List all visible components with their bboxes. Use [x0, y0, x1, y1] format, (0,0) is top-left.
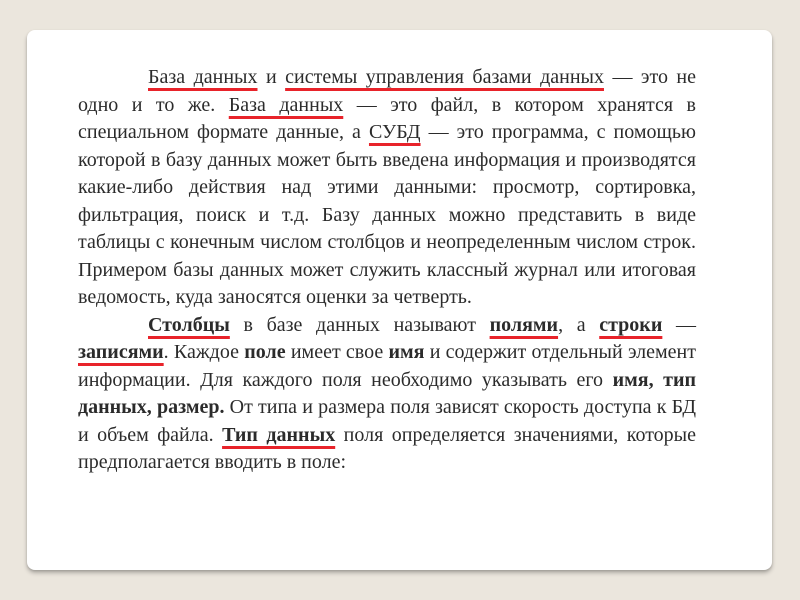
text-run: — это не одно и то же.	[78, 66, 697, 116]
document-text	[78, 64, 696, 477]
term-dbms: СУБД	[368, 121, 421, 143]
text-run: имеет свое	[285, 341, 389, 363]
term-field: поле	[244, 341, 286, 363]
term-fields: полями	[489, 313, 559, 336]
paragraph-2	[78, 312, 696, 477]
paragraph-1	[78, 64, 696, 312]
text-run: —	[662, 313, 696, 336]
text-run: — это файл, в котором хранятся в специальном формате данные, а	[78, 93, 696, 143]
term-name-type-size: имя, тип данных, размер.	[78, 368, 696, 418]
term-database-2: База данных	[228, 93, 344, 116]
term-dbms-full: системы управления базами данных	[285, 66, 604, 88]
text-run: в базе данных называют	[229, 313, 490, 336]
term-name: имя	[388, 341, 425, 363]
text-run: , а	[558, 313, 600, 336]
term-records: записями	[78, 341, 164, 363]
text-run: . Каждое	[163, 341, 245, 363]
text-run: поля определяется значениями, которые предполагается вводить в поле:	[78, 423, 696, 473]
text-run: и содержит отдельный элемент информации. Для каждого поля необходимо указывать его	[78, 341, 696, 391]
text-run: и	[257, 66, 286, 88]
term-rows: строки	[599, 313, 663, 336]
term-database: База данных	[148, 66, 258, 88]
text-run: — это программа, с помощью которой в базу данных может быть введена информация и производятся какие-либо действия над этими данными: просмотр, сортировка, фильтрация, поиск и т.д. Базу данных можно представить в виде таблицы с конечным числом столбцов и неопределенным числом строк. Примером базы данных может служить классный журнал или итоговая ведомость, куда заносятся оценки за четверть.	[78, 121, 696, 308]
term-columns: Столбцы	[148, 313, 230, 336]
text-run: От типа и размера поля зависят скорость доступа к БД и объем файла.	[78, 396, 696, 446]
term-data-type: Тип данных	[222, 423, 336, 446]
